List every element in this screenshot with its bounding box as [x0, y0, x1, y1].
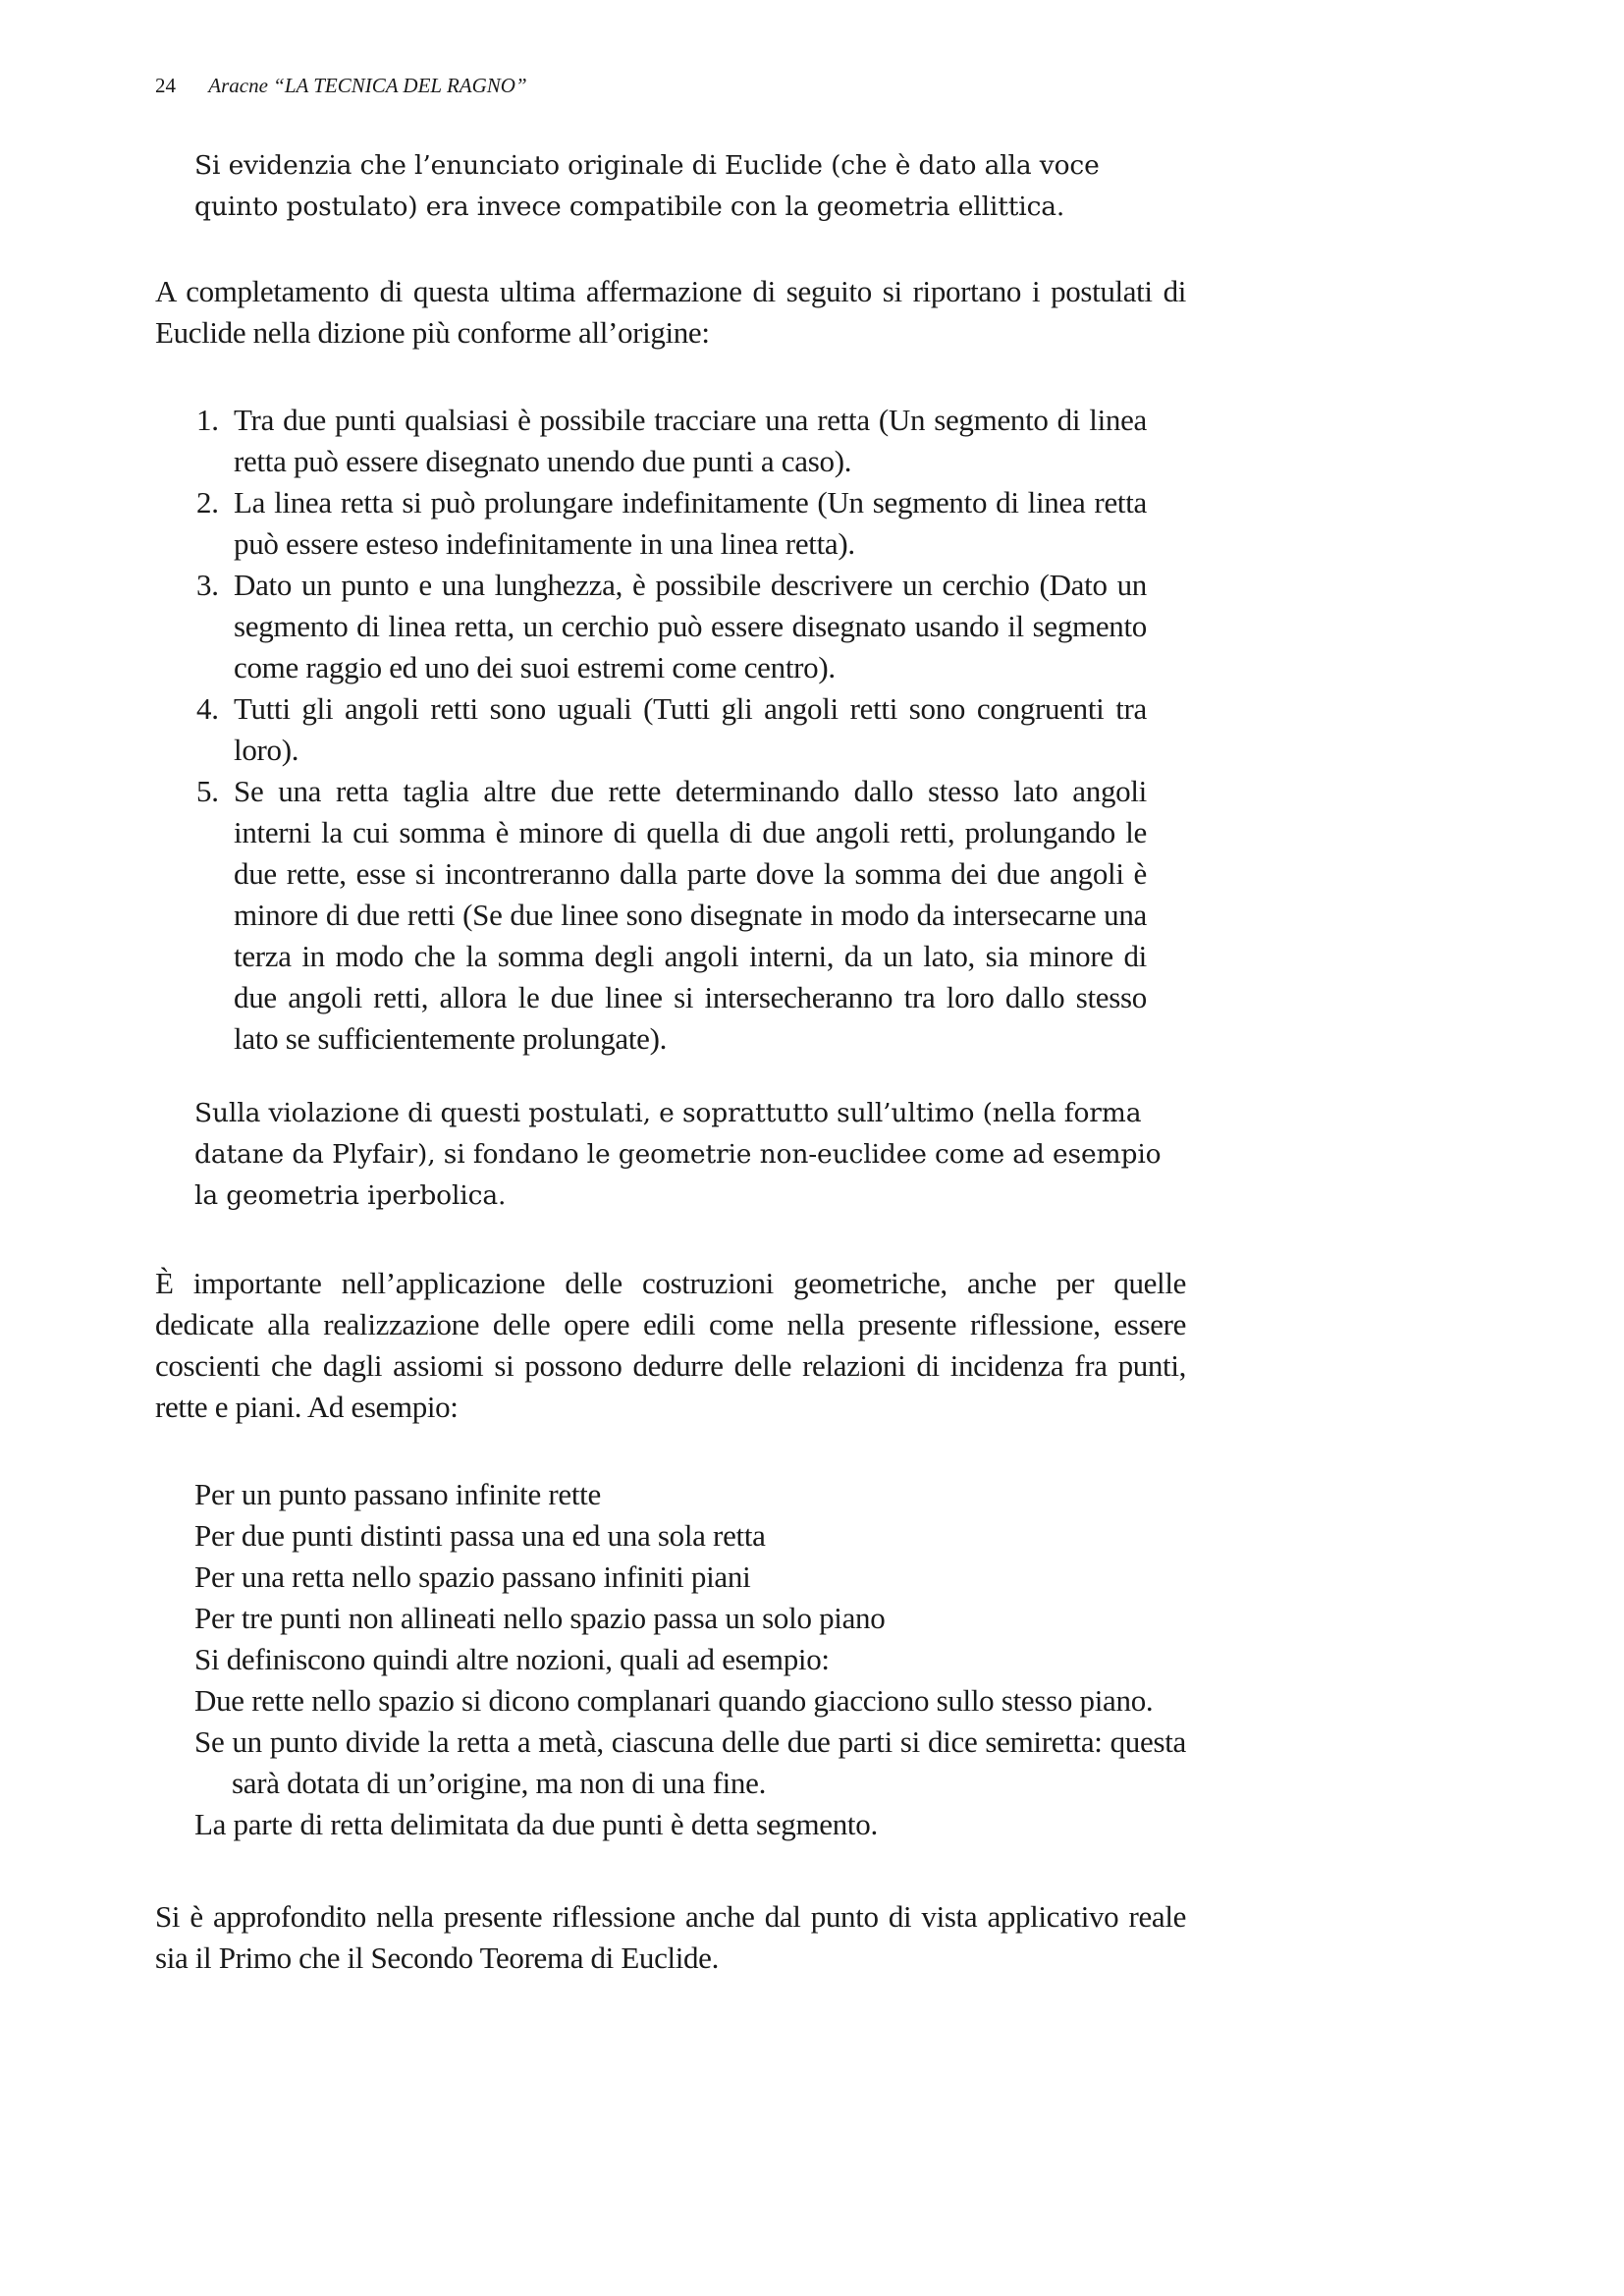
paragraph-postulates-intro: A completamento di questa ultima affermazione di seguito si riportano i postulati di Euclide nella dizione più conforme all’origine: — [155, 274, 1186, 350]
list-number: 3. — [196, 568, 219, 602]
list-item-text: Tutti gli angoli retti sono uguali (Tutti gli angoli retti sono congruenti tra loro). — [234, 691, 1147, 767]
list-item-text: Dato un punto e una lunghezza, è possibile descrivere un cerchio (Dato un segmento di linea retta, un cerchio può essere disegnato usando il segmento come raggio ed uno dei suoi estremi come centro). — [234, 568, 1147, 684]
page-body — [155, 145, 1186, 1979]
consequence-line: Per un punto passano infinite rette — [194, 1477, 601, 1511]
consequence-line: Se un punto divide la retta a metà, ciascuna delle due parti si dice semiretta: questa sarà dotata di un’origine, ma non di una fine. — [194, 1724, 1186, 1800]
paragraph-final: Si è approfondito nella presente riflessione anche dal punto di vista applicativo reale sia il Primo che il Secondo Teorema di Euclide. — [155, 1899, 1186, 1975]
list-item-text: La linea retta si può prolungare indefinitamente (Un segmento di linea retta può essere esteso indefinitamente in una linea retta). — [234, 485, 1147, 561]
list-item — [196, 565, 1147, 688]
consequence-line: La parte di retta delimitata da due punti è detta segmento. — [194, 1807, 878, 1841]
violation-note-text: Sulla violazione di questi postulati, e soprattutto sull’ultimo (nella forma datane da Plyfair), si fondano le geometrie non-euclidee come ad esempio la geometria iperbolica. — [194, 1098, 1162, 1211]
consequence-line: Per due punti distinti passa una ed una sola retta — [194, 1518, 766, 1553]
list-item-text: Tra due punti qualsiasi è possibile tracciare una retta (Un segmento di linea retta può essere disegnato unendo due punti a caso). — [234, 403, 1147, 478]
intro-note-text: Si evidenzia che l’enunciato originale di Euclide (che è dato alla voce quinto postulato) era invece compatibile con la geometria ellittica. — [194, 150, 1100, 222]
running-header — [155, 73, 527, 98]
list-number: 5. — [196, 774, 219, 808]
list-number: 1. — [196, 403, 219, 437]
list-item-text: Se una retta taglia altre due rette determinando dallo stesso lato angoli interni la cui somma è minore di quella di due angoli retti, prolungando le due rette, esse si incontreranno dalla parte dove la somma dei due angoli è minore di due retti (Se due linee sono disegnate in modo da intersecarne una terza in modo che la somma degli angoli interni, da un lato, sia minore di due angoli retti, allora le due linee si intersecheranno tra loro dallo stesso lato se sufficientemente prolungate). — [234, 774, 1147, 1056]
running-title: Aracne “LA TECNICA DEL RAGNO” — [208, 74, 527, 97]
list-item — [196, 771, 1147, 1060]
list-number: 4. — [196, 691, 219, 726]
list-item — [196, 482, 1147, 565]
page-number: 24 — [155, 74, 176, 97]
violation-note — [194, 1093, 1186, 1217]
consequence-line: Si definiscono quindi altre nozioni, quali ad esempio: — [194, 1642, 830, 1676]
incidence-consequences — [194, 1474, 1186, 1845]
consequence-line: Per tre punti non allineati nello spazio passa un solo piano — [194, 1601, 886, 1635]
consequence-line: Per una retta nello spazio passano infiniti piani — [194, 1559, 751, 1594]
list-item — [196, 400, 1147, 482]
list-item — [196, 688, 1147, 771]
list-number: 2. — [196, 485, 219, 519]
consequence-line: Due rette nello spazio si dicono complanari quando giacciono sullo stesso piano. — [194, 1683, 1154, 1718]
postulates-list — [155, 400, 1147, 1060]
paragraph-incidence: È importante nell’applicazione delle costruzioni geometriche, anche per quelle dedicate alla realizzazione delle opere edili come nella presente riflessione, essere coscienti che dagli assiomi si possono dedurre delle relazioni di incidenza fra punti, rette e piani. Ad esempio: — [155, 1266, 1186, 1424]
intro-note — [194, 145, 1186, 228]
